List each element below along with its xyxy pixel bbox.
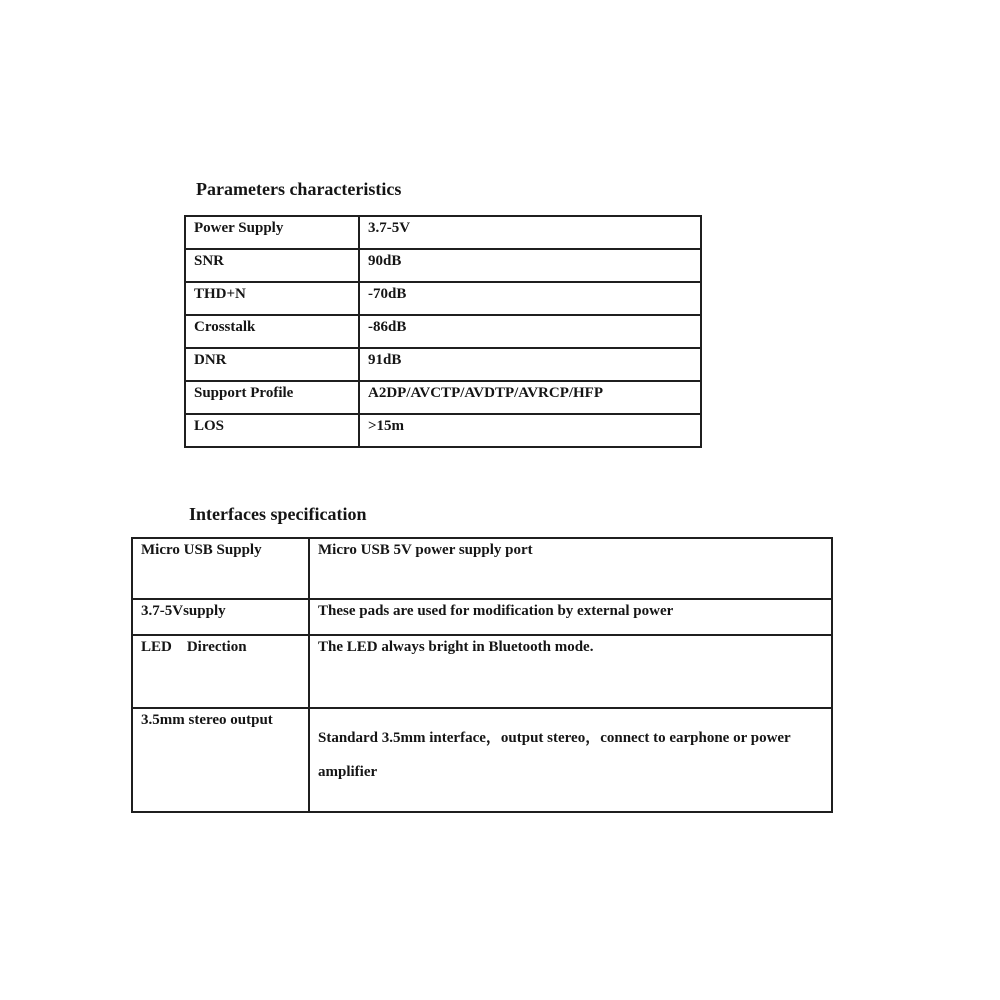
- table-row: [185, 282, 701, 315]
- parameter-value: 91dB: [359, 348, 701, 381]
- parameter-label: Power Supply: [185, 216, 359, 249]
- interface-label: Micro USB Supply: [132, 538, 309, 599]
- parameter-label: LOS: [185, 414, 359, 447]
- parameter-value: A2DP/AVCTP/AVDTP/AVRCP/HFP: [359, 381, 701, 414]
- table-row: [132, 538, 832, 599]
- table-row: [185, 348, 701, 381]
- parameter-value: 3.7-5V: [359, 216, 701, 249]
- interface-label: 3.7-5Vsupply: [132, 599, 309, 635]
- interfaces-table: [131, 537, 833, 813]
- parameter-value: 90dB: [359, 249, 701, 282]
- parameters-table: [184, 215, 702, 448]
- parameter-value: -86dB: [359, 315, 701, 348]
- table-row: [132, 635, 832, 708]
- parameter-value: >15m: [359, 414, 701, 447]
- interface-value: Micro USB 5V power supply port: [309, 538, 832, 599]
- interface-value: These pads are used for modification by external power: [309, 599, 832, 635]
- table-row: [185, 249, 701, 282]
- parameter-label: SNR: [185, 249, 359, 282]
- table-row: [185, 381, 701, 414]
- table-row: [132, 708, 832, 812]
- parameter-value: -70dB: [359, 282, 701, 315]
- parameter-label: Support Profile: [185, 381, 359, 414]
- table-row: [132, 599, 832, 635]
- parameters-section-title: Parameters characteristics: [196, 179, 402, 199]
- interfaces-section-title: Interfaces specification: [189, 504, 367, 524]
- parameter-label: THD+N: [185, 282, 359, 315]
- interface-label: LED Direction: [132, 635, 309, 708]
- table-row: [185, 414, 701, 447]
- interface-value: Standard 3.5mm interface，output stereo，connect to earphone or power amplifier: [309, 708, 832, 812]
- parameter-label: DNR: [185, 348, 359, 381]
- table-row: [185, 216, 701, 249]
- parameter-label: Crosstalk: [185, 315, 359, 348]
- interface-label: 3.5mm stereo output: [132, 708, 309, 812]
- table-row: [185, 315, 701, 348]
- interface-value: The LED always bright in Bluetooth mode.: [309, 635, 832, 708]
